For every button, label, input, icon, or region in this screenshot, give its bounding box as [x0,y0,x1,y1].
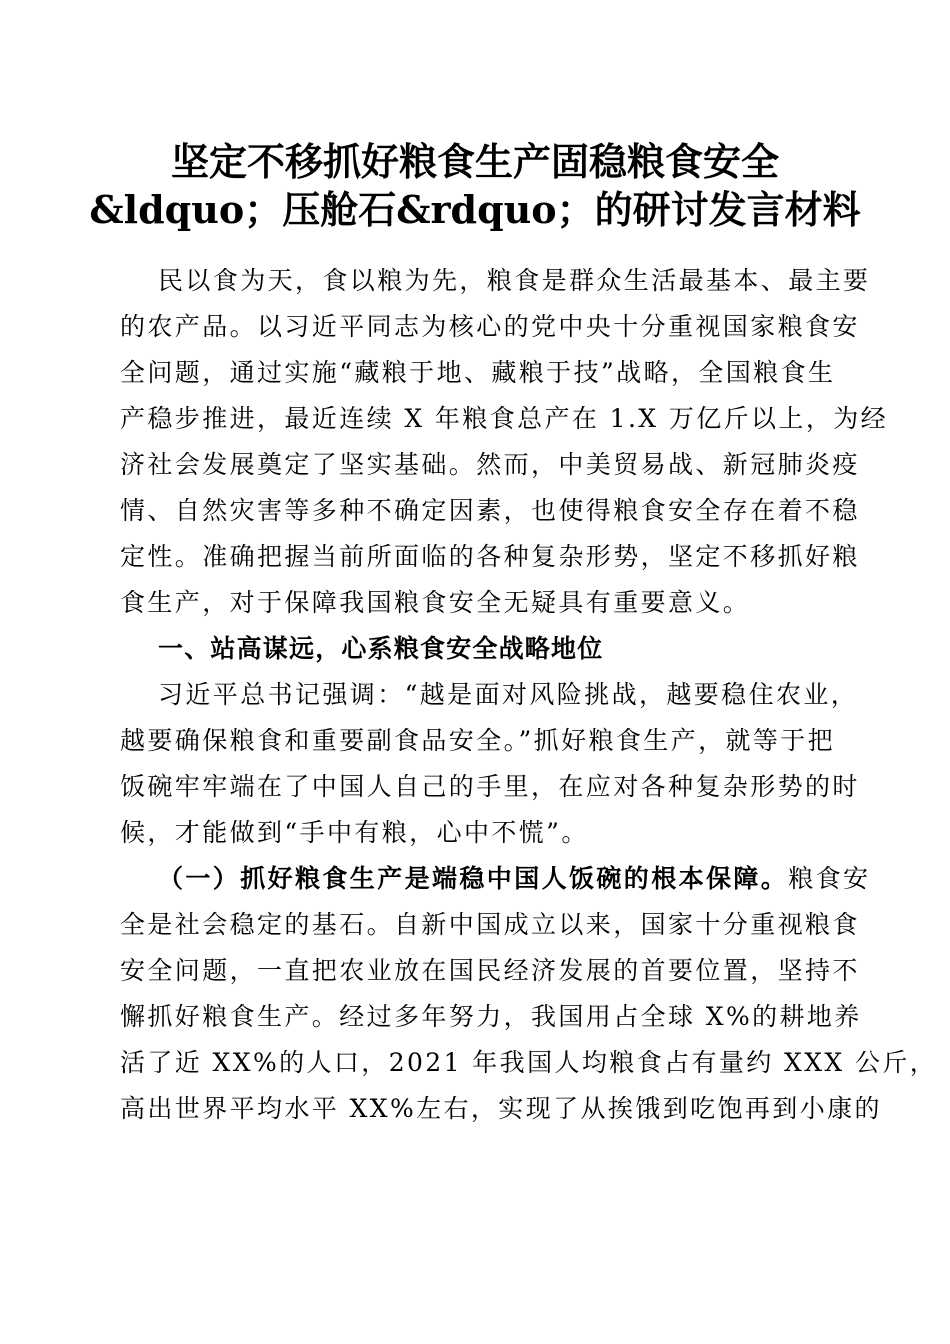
subsection-text-start: 粮食安 [788,864,871,893]
document-title-line-2: &ldquo；压舱石&rdquo；的研讨发言材料 [89,187,861,232]
paragraph-intro-line-7: 定性。准确把握当前所面临的各种复杂形势，坚定不移抓好粮 [120,542,860,571]
paragraph-subsection-line-3: 安全问题，一直把农业放在国民经济发展的首要位置，坚持不 [120,956,860,985]
paragraph-subsection-line-6: 高出世界平均水平 XX%左右，实现了从挨饿到吃饱再到小康的 [120,1094,882,1123]
paragraph-intro-line-6: 情、自然灾害等多种不确定因素，也使得粮食安全存在着不稳 [120,496,860,525]
paragraph-intro-line-2: 的农产品。以习近平同志为核心的党中央十分重视国家粮食安 [120,312,860,341]
paragraph-subsection-line-5: 活了近 XX%的人口，2021 年我国人均粮食占有量约 XXX 公斤， [120,1048,938,1077]
paragraph-intro-line-4: 产稳步推进，最近连续 X 年粮食总产在 1.X 万亿斤以上，为经 [120,404,889,433]
paragraph-quote-line-1: 习近平总书记强调：“越是面对风险挑战，越要稳住农业， [158,680,859,709]
subsection-heading-1: （一）抓好粮食生产是端稳中国人饭碗的根本保障。 [158,864,789,893]
document-title-line-1: 坚定不移抓好粮食生产固稳粮食安全 [170,139,779,184]
paragraph-intro-line-8: 食生产，对于保障我国粮食安全无疑具有重要意义。 [120,588,751,617]
paragraph-intro-line-1: 民以食为天，食以粮为先，粮食是群众生活最基本、最主要 [158,266,871,295]
paragraph-quote-line-3: 饭碗牢牢端在了中国人自己的手里，在应对各种复杂形势的时 [120,772,860,801]
paragraph-intro-line-3: 全问题，通过实施“藏粮于地、藏粮于技”战略，全国粮食生 [120,358,836,387]
paragraph-quote-line-4: 候，才能做到“手中有粮，心中不慌”。 [120,818,589,847]
section-heading-1: 一、站高谋远，心系粮食安全战略地位 [158,634,604,663]
paragraph-subsection-line-4: 懈抓好粮食生产。经过多年努力，我国用占全球 X%的耕地养 [120,1002,862,1031]
paragraph-subsection-line-1 [120,856,871,902]
document-body [120,258,938,1132]
paragraph-subsection-line-2: 全是社会稳定的基石。自新中国成立以来，国家十分重视粮食 [120,910,860,939]
paragraph-quote-line-2: 越要确保粮食和重要副食品安全。”抓好粮食生产，就等于把 [120,726,836,755]
paragraph-intro-line-5: 济社会发展奠定了坚实基础。然而，中美贸易战、新冠肺炎疫 [120,450,860,479]
